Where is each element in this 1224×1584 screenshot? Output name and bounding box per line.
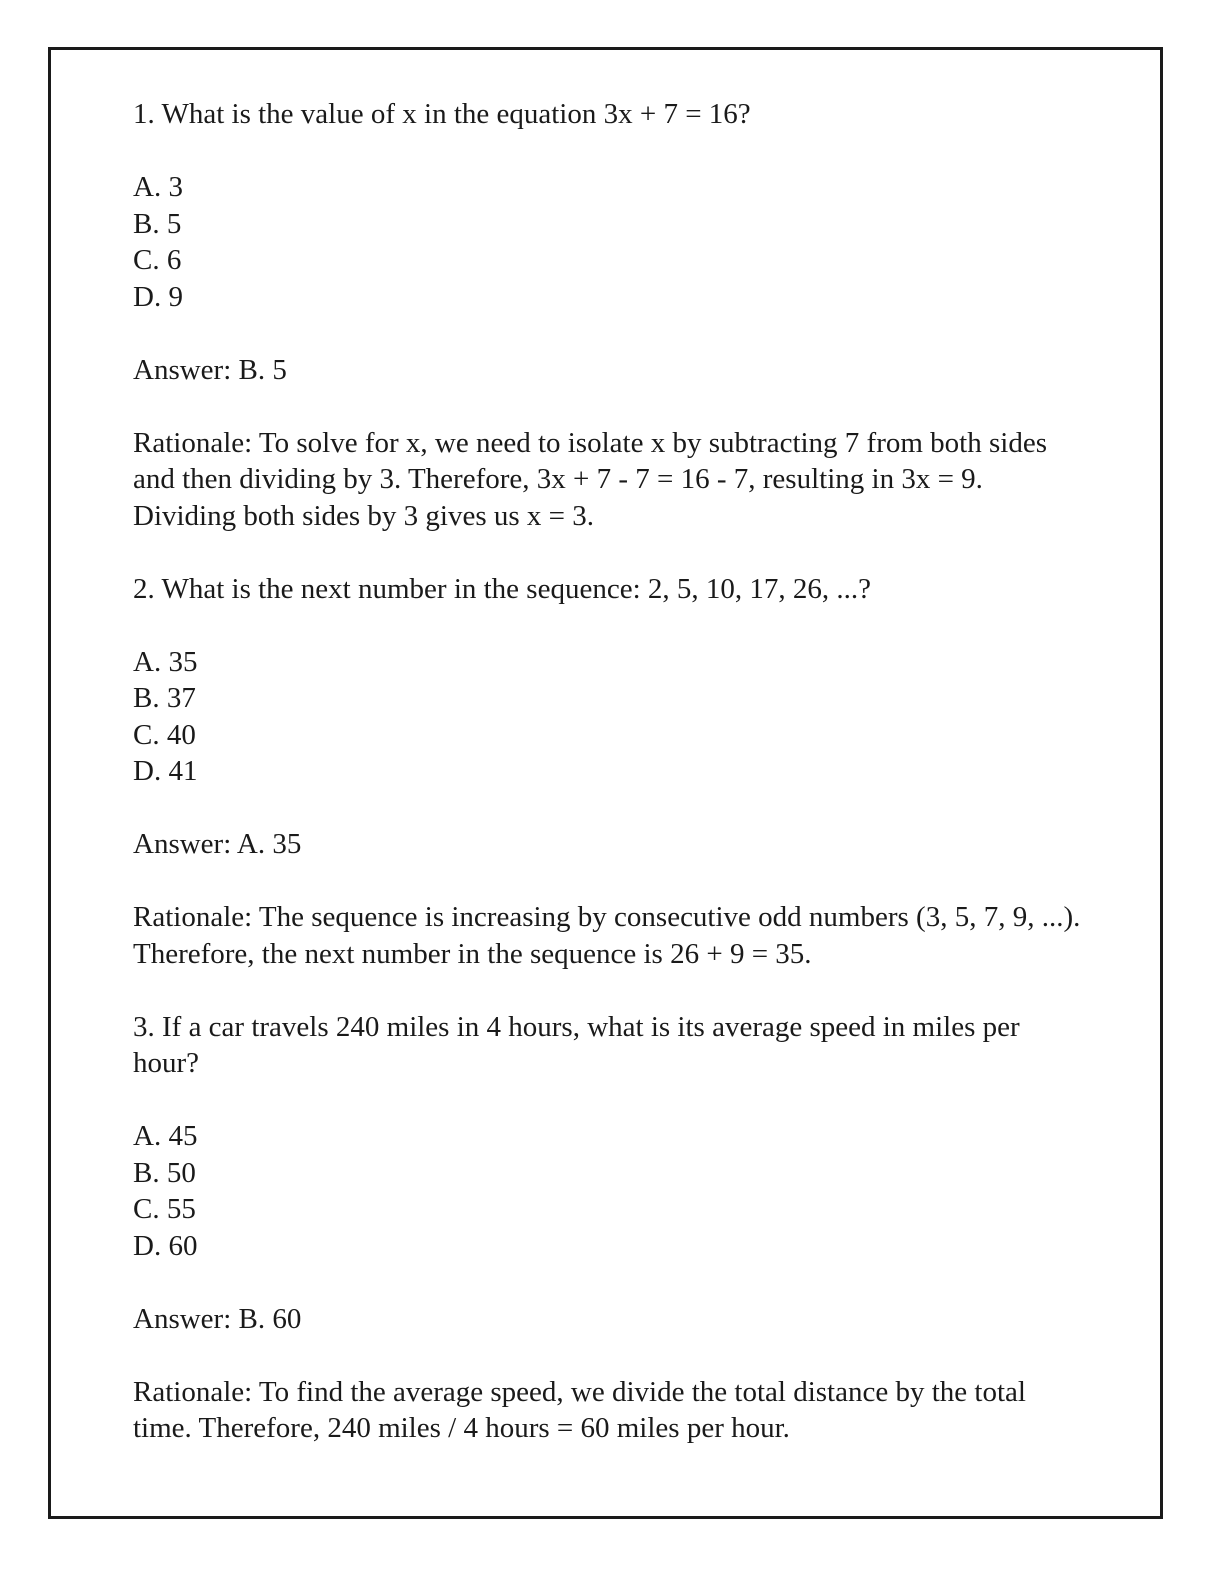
answer-line: Answer: A. 35 [133,828,302,860]
rationale-text: Rationale: To find the average speed, we divide the total distance by the total time. Therefore, 240 miles / 4 hours = 60 miles per hour. [133,1375,1026,1444]
answer-options [133,1118,1083,1264]
answer-options [133,644,1083,790]
question-text: 3. If a car travels 240 miles in 4 hours, what is its average speed in miles per hour? [133,1010,1020,1079]
option-b: B. 5 [133,207,182,240]
option-b: B. 37 [133,682,196,714]
option-c: C. 6 [133,244,182,276]
option-b: B. 50 [133,1156,196,1189]
rationale-text: Rationale: The sequence is increasing by consecutive odd numbers (3, 5, 7, 9, ...). Therefore, the next number in the sequence is 26 + 9 = 35. [133,901,1081,970]
option-d: D. 41 [133,755,198,787]
question-2 [133,571,1083,973]
answer-line: Answer: B. 5 [133,353,287,386]
answer-options [133,169,1083,315]
option-c: C. 55 [133,1193,196,1225]
question-3 [133,1009,1083,1447]
option-c: C. 40 [133,718,196,751]
question-text: 2. What is the next number in the sequence: 2, 5, 10, 17, 26, ...? [133,572,871,605]
question-1 [133,96,1083,534]
rationale-text: Rationale: To solve for x, we need to isolate x by subtracting 7 from both sides and then dividing by 3. Therefore, 3x + 7 - 7 = 16 - 7, resulting in 3x = 9. Dividing both sides by 3 gives us x = 3. [133,426,1047,532]
document-body [133,96,1083,1483]
option-a: A. 35 [133,645,198,678]
option-d: D. 60 [133,1229,198,1262]
option-a: A. 45 [133,1120,198,1152]
option-d: D. 9 [133,280,183,313]
option-a: A. 3 [133,171,183,203]
answer-line: Answer: B. 60 [133,1302,302,1335]
question-text: 1. What is the value of x in the equation 3x + 7 = 16? [133,98,751,130]
